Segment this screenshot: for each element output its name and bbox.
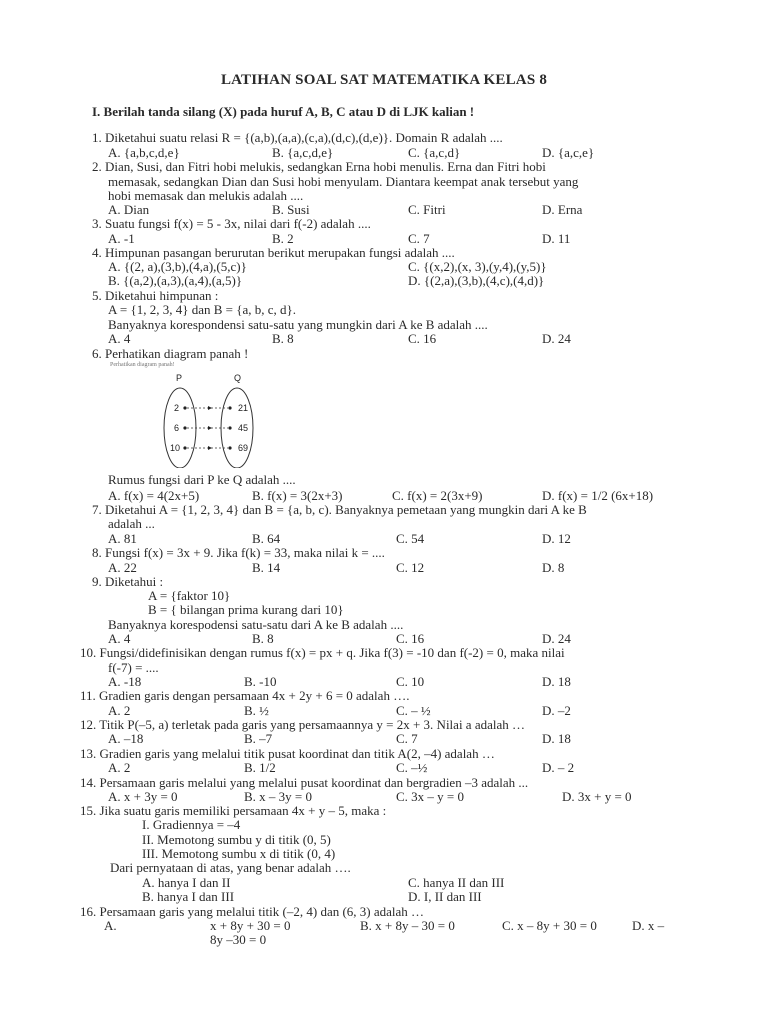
- text-line: III. Memotong sumbu x di titik (0, 4): [142, 846, 336, 861]
- text-line: 16. Persamaan garis yang melalui titik (–2, 4) dan (6, 3) adalah …: [80, 904, 425, 919]
- text-line: hobi memasak dan melukis adalah ....: [108, 188, 304, 203]
- text-line: Dari pernyataan di atas, yang benar adalah ….: [110, 860, 351, 875]
- text-line: C. f(x) = 2(3x+9): [392, 488, 483, 503]
- text-line: B. 1/2: [244, 760, 276, 775]
- text-line: D. 11: [542, 231, 571, 246]
- p-value: 10: [170, 443, 181, 453]
- text-line: C. 16: [396, 631, 425, 646]
- text-line: C. {a,c,d}: [408, 145, 461, 160]
- text-line: A. hanya I dan II: [142, 875, 231, 890]
- text-line: D. 24: [542, 331, 571, 346]
- text-line: A. 81: [108, 531, 137, 546]
- arrow-diagram: [150, 368, 290, 468]
- text-line: 14. Persamaan garis melalui yang melalui pusat koordinat dan bergradien –3 adalah ...: [80, 775, 529, 790]
- instruction: I. Berilah tanda silang (X) pada huruf A, B, C atau D di LJK kalian !: [92, 104, 475, 119]
- text-line: B. 2: [272, 231, 294, 246]
- text-line: B. x – 3y = 0: [244, 789, 313, 804]
- text-line: A. {a,b,c,d,e}: [108, 145, 180, 160]
- q-dot: [228, 446, 231, 449]
- text-line: B = { bilangan prima kurang dari 10}: [148, 602, 344, 617]
- q-value: 69: [238, 443, 249, 453]
- text-line: A. x + 3y = 0: [108, 789, 178, 804]
- arrow-head-icon: [208, 406, 212, 410]
- text-line: A. 4: [108, 331, 131, 346]
- text-line: B. 8: [272, 331, 294, 346]
- text-line: D. x –: [632, 918, 665, 933]
- q-value: 45: [238, 423, 249, 433]
- text-line: 3. Suatu fungsi f(x) = 5 - 3x, nilai dari f(-2) adalah ....: [92, 216, 371, 231]
- text-line: 7. Diketahui A = {1, 2, 3, 4} dan B = {a, b, c). Banyaknya pemetaan yang mungkin dari A ke B: [92, 502, 587, 517]
- text-line: A. {(2, a),(3,b),(4,a),(5,c)}: [108, 259, 247, 274]
- text-line: 12. Titik P(–5, a) terletak pada garis yang persamaannya y = 2x + 3. Nilai a adalah …: [80, 717, 525, 732]
- text-line: II. Memotong sumbu y di titik (0, 5): [142, 832, 331, 847]
- p-value: 2: [174, 403, 180, 413]
- text-line: D. 18: [542, 731, 571, 746]
- text-line: C. Fitri: [408, 202, 446, 217]
- arrow-head-icon: [208, 426, 212, 430]
- arrow-head-icon: [208, 446, 212, 450]
- text-line: A. Dian: [108, 202, 150, 217]
- text-line: A. 4: [108, 631, 131, 646]
- set-q-label: Q: [234, 373, 242, 383]
- text-line: B. 14: [252, 560, 281, 575]
- text-line: A. f(x) = 4(2x+5): [108, 488, 200, 503]
- text-line: 15. Jika suatu garis memiliki persamaan 4x + y – 5, maka :: [80, 803, 387, 818]
- text-line: D. 18: [542, 674, 571, 689]
- diagram-caption: Perhatikan diagram panah!: [110, 362, 175, 368]
- text-line: B. 64: [252, 531, 281, 546]
- text-line: C. 54: [396, 531, 425, 546]
- text-line: Banyaknya korespodensi satu-satu dari A ke B adalah ....: [108, 617, 404, 632]
- text-line: memasak, sedangkan Dian dan Susi hobi menyulam. Diantara keempat anak tersebut yang: [108, 174, 579, 189]
- text-line: 9. Diketahui :: [92, 574, 164, 589]
- text-line: 11. Gradien garis dengan persamaan 4x + 2y + 6 = 0 adalah ….: [80, 688, 410, 703]
- text-line: 8. Fungsi f(x) = 3x + 9. Jika f(k) = 33, maka nilai k = ....: [92, 545, 385, 560]
- text-line: B. f(x) = 3(2x+3): [252, 488, 343, 503]
- text-line: C. 3x – y = 0: [396, 789, 465, 804]
- text-line: C. 10: [396, 674, 425, 689]
- p-dot: [183, 426, 186, 429]
- text-line: Banyaknya korespondensi satu-satu yang mungkin dari A ke B adalah ....: [108, 317, 488, 332]
- text-line: 8y –30 = 0: [210, 932, 267, 947]
- text-line: Rumus fungsi dari P ke Q adalah ....: [108, 472, 296, 487]
- text-line: 13. Gradien garis yang melalui titik pusat koordinat dan titik A(2, –4) adalah …: [80, 746, 495, 761]
- text-line: C. 12: [396, 560, 425, 575]
- text-line: 2. Dian, Susi, dan Fitri hobi melukis, sedangkan Erna hobi menulis. Erna dan Fitri hobi: [92, 159, 546, 174]
- text-line: D. –2: [542, 703, 571, 718]
- text-line: A = {faktor 10}: [148, 588, 231, 603]
- text-line: C. 7: [396, 731, 418, 746]
- text-line: B. -10: [244, 674, 277, 689]
- text-line: B. Susi: [272, 202, 310, 217]
- q-dot: [228, 426, 231, 429]
- text-line: B. ½: [244, 703, 269, 718]
- text-line: A.: [104, 918, 117, 933]
- text-line: D. – 2: [542, 760, 575, 775]
- text-line: 5. Diketahui himpunan :: [92, 288, 219, 303]
- text-line: 4. Himpunan pasangan berurutan berikut merupakan fungsi adalah ....: [92, 245, 455, 260]
- text-line: A = {1, 2, 3, 4} dan B = {a, b, c, d}.: [108, 302, 297, 317]
- text-line: A. -1: [108, 231, 135, 246]
- q-value: 21: [238, 403, 249, 413]
- text-line: A. 22: [108, 560, 137, 575]
- text-line: x + 8y + 30 = 0: [210, 918, 291, 933]
- text-line: C. –½: [396, 760, 428, 775]
- text-line: D. {(2,a),(3,b),(4,c),(4,d)}: [408, 273, 545, 288]
- text-line: B. 8: [252, 631, 274, 646]
- text-line: B. {(a,2),(a,3),(a,4),(a,5)}: [108, 273, 243, 288]
- text-line: f(-7) = ....: [108, 660, 159, 675]
- text-line: D. 12: [542, 531, 571, 546]
- text-line: 6. Perhatikan diagram panah !: [92, 346, 249, 361]
- text-line: adalah ...: [108, 516, 155, 531]
- p-value: 6: [174, 423, 180, 433]
- text-line: D. 3x + y = 0: [562, 789, 632, 804]
- text-line: B. x + 8y – 30 = 0: [360, 918, 455, 933]
- text-line: D. Erna: [542, 202, 583, 217]
- text-line: B. {a,c,d,e}: [272, 145, 334, 160]
- text-line: D. {a,c,e}: [542, 145, 595, 160]
- text-line: D. I, II dan III: [408, 889, 482, 904]
- text-line: C. x – 8y + 30 = 0: [502, 918, 597, 933]
- text-line: B. –7: [244, 731, 273, 746]
- text-line: A. -18: [108, 674, 142, 689]
- text-line: C. 16: [408, 331, 437, 346]
- text-line: B. hanya I dan III: [142, 889, 235, 904]
- text-line: C. hanya II dan III: [408, 875, 505, 890]
- text-line: A. 2: [108, 703, 131, 718]
- text-line: I. Gradiennya = –4: [142, 817, 241, 832]
- text-line: D. 24: [542, 631, 571, 646]
- text-line: 1. Diketahui suatu relasi R = {(a,b),(a,a),(c,a),(d,c),(d,e)}. Domain R adalah ....: [92, 130, 503, 145]
- text-line: D. 8: [542, 560, 565, 575]
- page-title: LATIHAN SOAL SAT MATEMATIKA KELAS 8: [220, 72, 548, 88]
- p-dot: [183, 446, 186, 449]
- text-line: C. {(x,2),(x, 3),(y,4),(y,5)}: [408, 259, 547, 274]
- text-line: C. 7: [408, 231, 430, 246]
- text-line: C. – ½: [396, 703, 431, 718]
- p-dot: [183, 406, 186, 409]
- text-line: D. f(x) = 1/2 (6x+18): [542, 488, 654, 503]
- text-line: 10. Fungsi/didefinisikan dengan rumus f(x) = px + q. Jika f(3) = -10 dan f(-2) = 0, maka nilai: [80, 645, 565, 660]
- text-line: A. 2: [108, 760, 131, 775]
- text-line: A. –18: [108, 731, 144, 746]
- set-p-label: P: [176, 373, 183, 383]
- q-dot: [228, 406, 231, 409]
- set-q-oval: [221, 388, 253, 468]
